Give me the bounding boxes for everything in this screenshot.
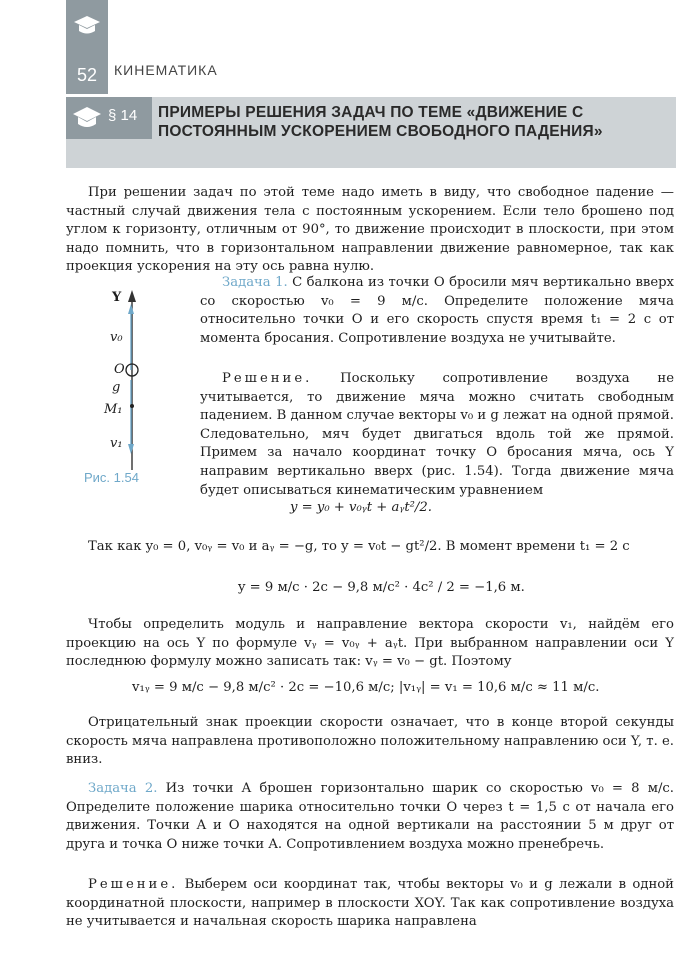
solution-1 (200, 370, 674, 500)
figure-v1-label: v₁ (110, 436, 123, 451)
page-tab (66, 0, 108, 94)
paragraph-velocity: Чтобы определить модуль и направление вектора скорости v₁, найдём его проекцию на ось Y по формуле vᵧ = v₀ᵧ + aᵧt. При выбранном направлении оси Y последнюю формулу можно записать так: vᵧ = v₀ − gt. Поэтому (66, 617, 674, 670)
figure-caption: Рис. 1.54 (84, 470, 139, 485)
task-1-text: С балкона из точки O бросили мяч вертикально вверх со скоростью v₀ = 9 м/с. Определите положение мяча относительно точки O и его скорость спустя время t₁ = 2 с от момента бросания. Сопротивление воздуха не учитывайте. (200, 275, 674, 346)
solution-1-label: Решение. (222, 371, 313, 386)
solution-2-text: Выберем оси координат так, чтобы векторы v₀ и g лежали в одной координатной плоскости, например в плоскости XOY. Так как сопротивление воздуха не учитывается и начальная скорость шарика направлена (66, 877, 674, 930)
task-2-label: Задача 2. (88, 781, 158, 796)
equation-v: v₁ᵧ = 9 м/с − 9,8 м/с² · 2с = −10,6 м/с; |v₁ᵧ| = v₁ = 10,6 м/с ≈ 11 м/с. (132, 680, 600, 695)
graduation-cap-icon (73, 14, 101, 36)
section-number: § 14 (108, 107, 138, 124)
figure-axis-label: Y (112, 290, 122, 305)
section-header (66, 97, 676, 168)
figure-g-label: g (112, 380, 121, 395)
figure-o-label: O (114, 362, 125, 377)
solution-2 (66, 876, 674, 932)
paragraph-since: Так как y₀ = 0, v₀ᵧ = v₀ и aᵧ = −g, то y = v₀t − gt²/2. В момент времени t₁ = 2 с (88, 539, 630, 554)
task-2 (66, 780, 674, 854)
page-number: 52 (76, 65, 98, 85)
intro-paragraph: При решении задач по этой теме надо иметь в виду, что свободное падение — частный случай движения тела с постоянным ускорением. Если тело брошено под углом к горизонту, отличным от 90°, то движение происходит в плоскости, при этом надо помнить, что в горизонтальном направлении движение равномерное, так как проекция ускорения на эту ось равна нулю. (66, 185, 674, 275)
task-1-label: Задача 1. (222, 275, 288, 290)
task-1 (200, 274, 674, 348)
figure-v0-label: v₀ (110, 330, 123, 345)
equation-y: y = 9 м/с · 2с − 9,8 м/с² · 4с² / 2 = −1,6 м. (238, 580, 525, 595)
equation-main: y = y₀ + v₀ᵧt + aᵧt²/2. (290, 500, 432, 515)
figure-m1-label: M₁ (104, 402, 123, 417)
running-title: КИНЕМАТИКА (114, 62, 218, 78)
task-2-text: Из точки A брошен горизонтально шарик со скоростью v₀ = 8 м/с. Определите положение шарика относительно точки O через t = 1,5 с от начала его движения. Точки A и O находятся на одной вертикали на расстоянии 5 м друг от друга и точка O ниже точки A. Сопротивлением воздуха можно пренебречь. (66, 781, 674, 852)
paragraph-negative: Отрицательный знак проекции скорости означает, что в конце второй секунды скорость мяча направлена противоположно положительному направлению оси Y, т. е. вниз. (66, 715, 674, 768)
section-badge (66, 97, 152, 139)
section-title: ПРИМЕРЫ РЕШЕНИЯ ЗАДАЧ ПО ТЕМЕ «ДВИЖЕНИЕ С ПОСТОЯННЫМ УСКОРЕНИЕМ СВОБОДНОГО ПАДЕНИЯ» (158, 104, 603, 140)
solution-1-text: Поскольку сопротивление воздуха не учитывается, то движение мяча можно считать свободным падением. В данном случае векторы v₀ и g лежат на одной прямой. Следовательно, мяч будет двигаться вдоль той же прямой. Примем за начало координат точку O бросания мяча, ось Y направим вертикально вверх (рис. 1.54). Тогда движение мяча будет описываться кинематическим уравнением (200, 371, 674, 498)
graduation-cap-icon (72, 104, 102, 130)
solution-2-label: Решение. (88, 877, 179, 892)
